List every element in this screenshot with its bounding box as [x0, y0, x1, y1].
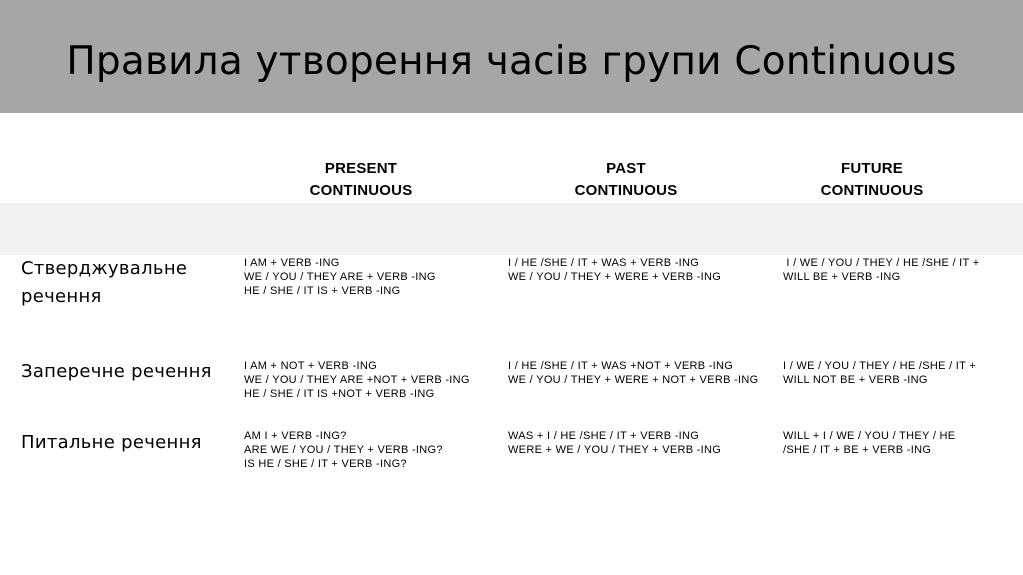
rule-line: IS HE / SHE / IT + VERB -ING? [244, 458, 407, 470]
rule-line: WILL BE + VERB -ING [783, 271, 901, 283]
row-label-interrogative: Питальне речення [21, 432, 202, 453]
column-header-line: PAST [606, 160, 646, 177]
rule-line: /SHE / IT + BE + VERB -ING [783, 444, 932, 456]
rule-line: HE / SHE / IT IS +NOT + VERB -ING [244, 388, 435, 400]
cell-future-affirmative [783, 256, 979, 284]
cell-present-interrogative [244, 429, 443, 471]
rule-line: I AM + VERB -ING [244, 257, 340, 269]
cell-future-negative [783, 359, 976, 387]
rule-line: AM I + VERB -ING? [244, 430, 347, 442]
column-header-past [551, 158, 701, 202]
rule-line: WAS + I / HE /SHE / IT + VERB -ING [508, 430, 700, 442]
cell-past-interrogative [508, 429, 721, 457]
column-header-line: FUTURE [840, 160, 904, 177]
title-bar [0, 0, 1023, 113]
rule-line: WE / YOU / THEY + WERE + NOT + VERB -ING [508, 374, 759, 386]
rule-line: WERE + WE / YOU / THEY + VERB -ING [508, 444, 722, 456]
cell-present-negative [244, 359, 470, 401]
column-header-line: PRESENT [324, 160, 398, 177]
column-header-line: CONTINUOUS [574, 182, 678, 199]
cell-future-interrogative [783, 429, 955, 457]
rule-line: I / WE / YOU / THEY / HE /SHE / IT + [783, 257, 980, 269]
rule-line: WILL + I / WE / YOU / THEY / HE [783, 430, 956, 442]
rule-line: WE / YOU / THEY ARE + VERB -ING [244, 271, 436, 283]
cell-past-negative [508, 359, 759, 387]
cell-present-affirmative [244, 256, 436, 298]
column-header-present [286, 158, 436, 202]
cell-past-affirmative [508, 256, 721, 284]
column-header-line: CONTINUOUS [820, 182, 924, 199]
rule-line: HE / SHE / IT IS + VERB -ING [244, 285, 401, 297]
rule-line: I / HE /SHE / IT + WAS +NOT + VERB -ING [508, 360, 734, 372]
row-label-affirmative: Стверджувальне речення [21, 258, 188, 307]
column-header-line: CONTINUOUS [309, 182, 413, 199]
rule-line: ARE WE / YOU / THEY + VERB -ING? [244, 444, 443, 456]
column-header-future [797, 158, 947, 202]
rule-line: I AM + NOT + VERB -ING [244, 360, 377, 372]
header-band [0, 203, 1023, 255]
rule-line: WE / YOU / THEY ARE +NOT + VERB -ING [244, 374, 470, 386]
row-label-negative: Заперечне речення [21, 361, 212, 382]
rule-line: WILL NOT BE + VERB -ING [783, 374, 928, 386]
rule-line: WE / YOU / THEY + WERE + VERB -ING [508, 271, 722, 283]
page-title: Правила утворення часів групи Continuous [66, 39, 957, 84]
rule-line: I / HE /SHE / IT + WAS + VERB -ING [508, 257, 700, 269]
rule-line: I / WE / YOU / THEY / HE /SHE / IT + [783, 360, 977, 372]
